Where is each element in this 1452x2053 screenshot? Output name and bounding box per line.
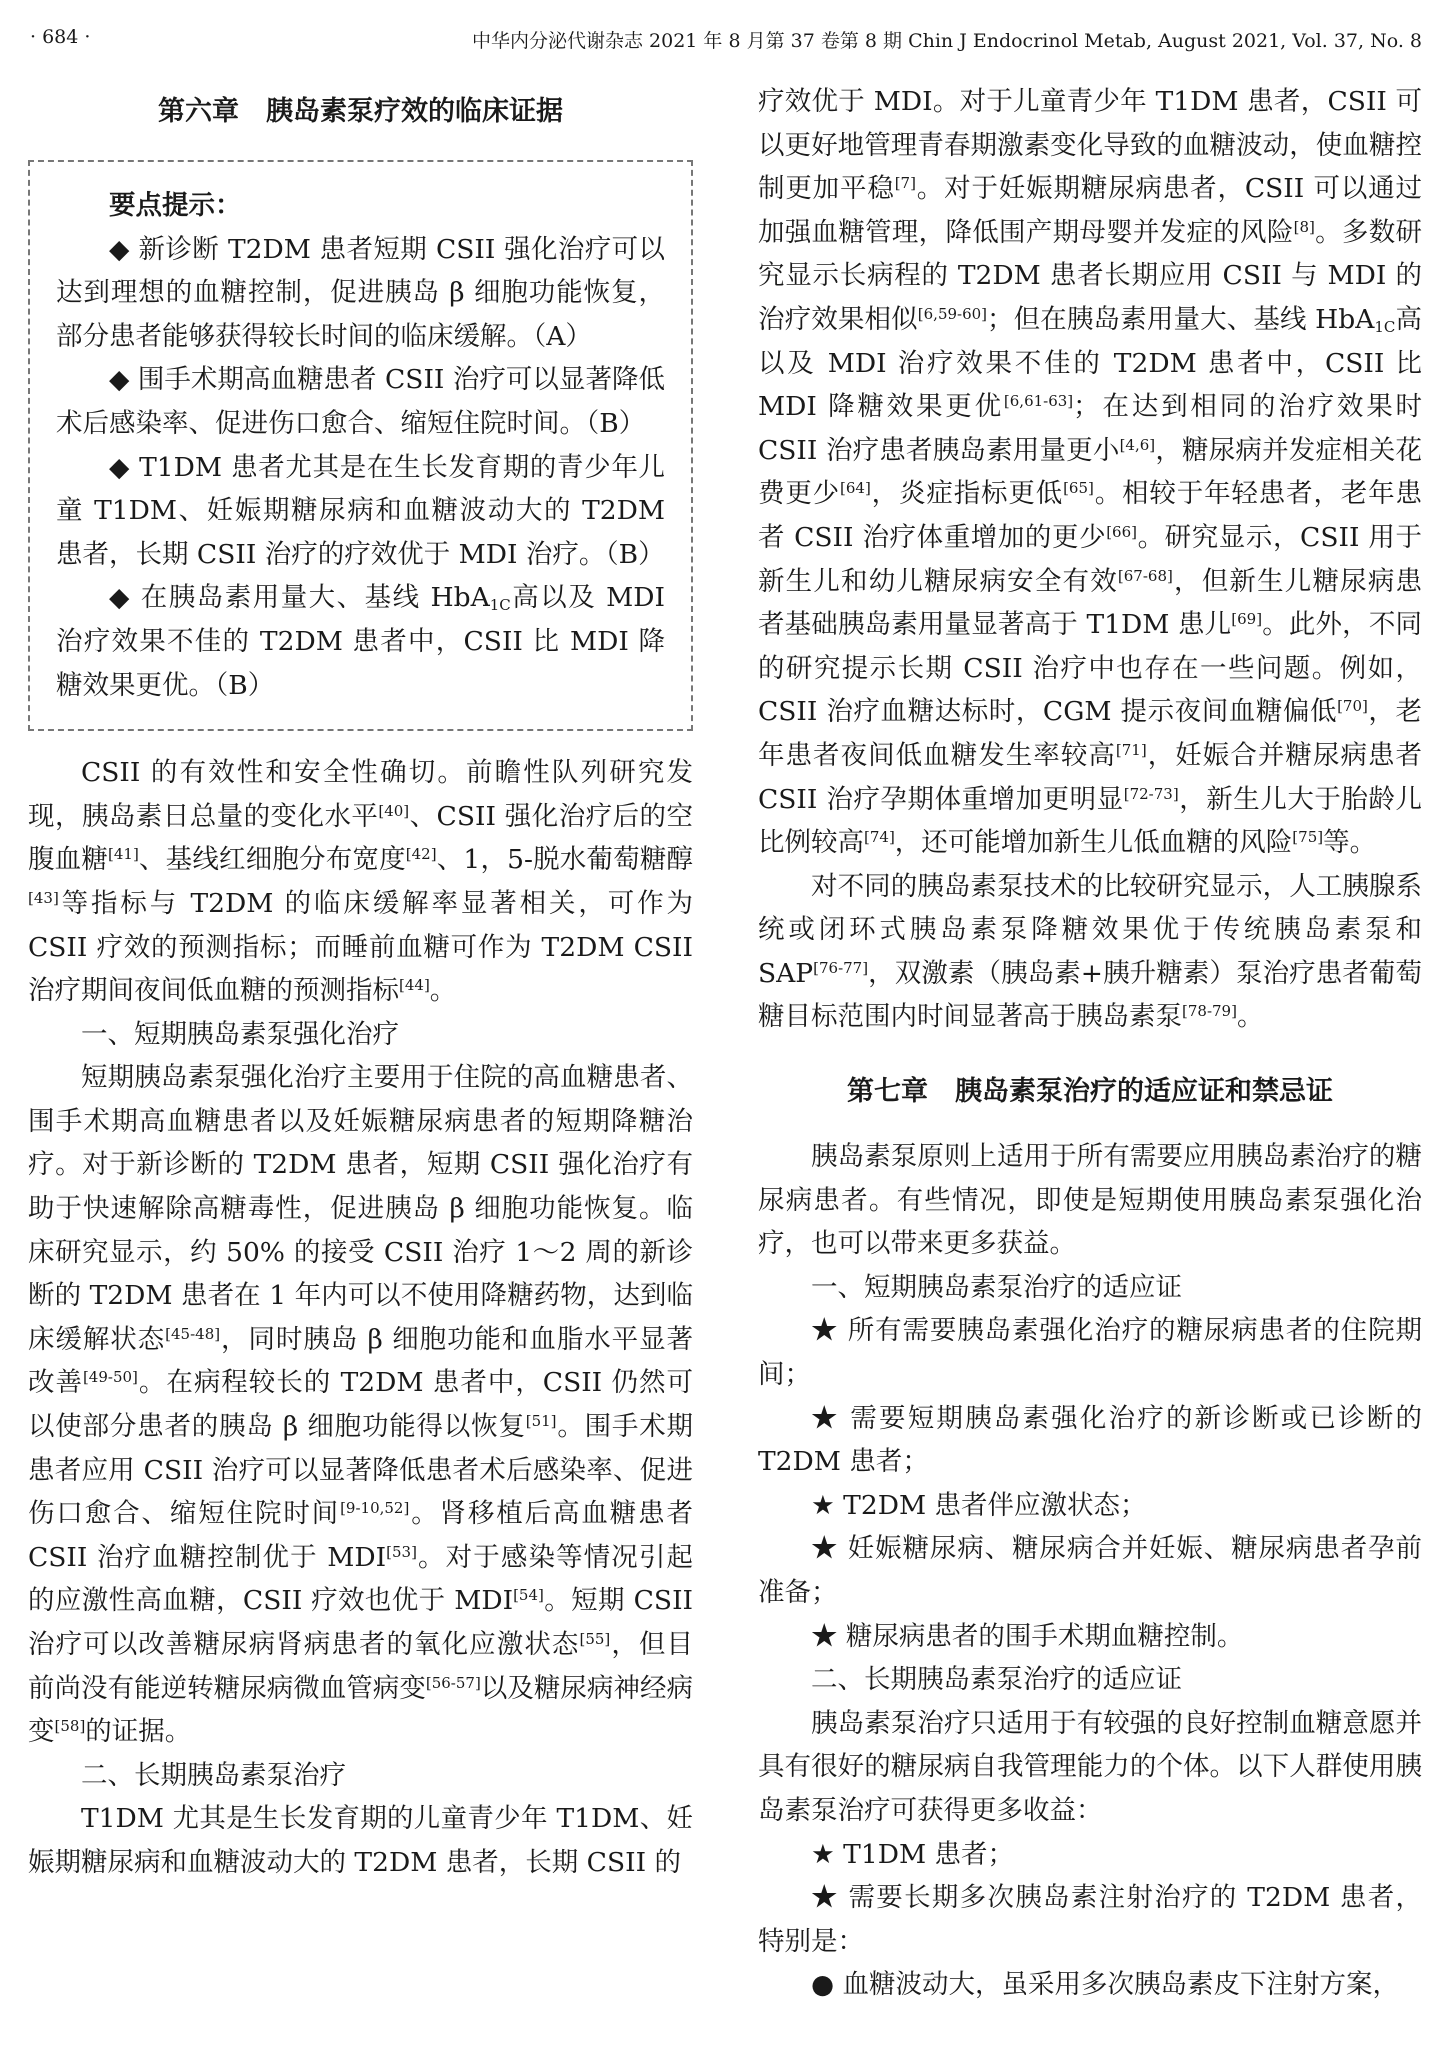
right-column: [758, 80, 1422, 2007]
section-heading-short-term: 一、短期胰岛素泵强化治疗: [81, 1018, 399, 1050]
key-point-4: ◆ 在胰岛素用量大、基线 HbA$_{1C}$高以及 MDI 治疗效果不佳的 T2DM 患者中，CSII 比 MDI 降糖效果更优。（B）: [56, 582, 665, 701]
citation: [44]: [399, 976, 430, 995]
chapter-6-title: 第六章 胰岛素泵疗效的临床证据: [158, 96, 563, 127]
bullet-item: ● 血糖波动大，虽采用多次胰岛素皮下注射方案，: [811, 1969, 1400, 2001]
running-header: [30, 26, 1422, 58]
citation: [69]: [1231, 610, 1263, 629]
citation: [66]: [1106, 522, 1137, 541]
citation: [70]: [1337, 697, 1368, 716]
citation: [64]: [840, 479, 871, 498]
list-item: ★ 需要短期胰岛素强化治疗的新诊断或已诊断的 T2DM 患者；: [758, 1402, 1422, 1478]
list-item: ★ 妊娠糖尿病、糖尿病合并妊娠、糖尿病患者孕前准备；: [758, 1533, 1422, 1608]
citation: [7]: [894, 174, 916, 193]
citation: [4,6]: [1119, 435, 1156, 454]
key-point-2: ◆ 围手术期高血糖患者 CSII 治疗可以显著降低术后感染率、促进伤口愈合、缩短住院时间。（B）: [56, 364, 665, 439]
citation: [54]: [513, 1586, 544, 1605]
citation: [74]: [864, 828, 895, 847]
citation: [9-10,52]: [340, 1499, 410, 1518]
list-item: ★ 糖尿病患者的围手术期血糖控制。: [811, 1620, 1244, 1652]
paragraph-efficacy: CSII 的有效性和安全性确切。前瞻性队列研究发现，胰岛素日总量的变化水平[40]、CSII 强化治疗后的空腹血糖[41]、基线红细胞分布宽度[42]、1，5-脱水葡萄糖醇[43]等指标与 T2DM 的临床缓解率显著相关，可作为 CSII 疗效的预测指标；而睡前血糖可作为 T2DM CSII 治疗期间夜间低血糖的预测指标[44]。: [28, 757, 693, 1007]
citation: [67-68]: [1117, 566, 1173, 585]
citation: [71]: [1115, 740, 1147, 759]
paragraph-pump-comparison: 对不同的胰岛素泵技术的比较研究显示，人工胰腺系统或闭环式胰岛素泵降糖效果优于传统胰岛素泵和 SAP[76-77]，双激素（胰岛素+胰升糖素）泵治疗患者葡萄糖目标范围内时间显著高于胰岛素泵[78-79]。: [758, 870, 1422, 1033]
citation: [49-50]: [82, 1368, 138, 1387]
key-point-1: ◆ 新诊断 T2DM 患者短期 CSII 强化治疗可以达到理想的血糖控制，促进胰岛 β 细胞功能恢复，部分患者能够获得较长时间的临床缓解。（A）: [56, 233, 665, 352]
citation: [45-48]: [165, 1324, 221, 1343]
citation: [76-77]: [813, 958, 869, 977]
citation: [51]: [525, 1412, 557, 1431]
citation: [75]: [1292, 828, 1324, 847]
left-column: [28, 80, 693, 1885]
citation: [40]: [378, 801, 410, 820]
citation: [55]: [579, 1630, 611, 1648]
citation: [8]: [1293, 217, 1315, 236]
citation: [42]: [405, 845, 437, 864]
citation: [43]: [28, 888, 59, 907]
paragraph-short-term: 短期胰岛素泵强化治疗主要用于住院的高血糖患者、围手术期高血糖患者以及妊娠糖尿病患者的短期降糖治疗。对于新诊断的 T2DM 患者，短期 CSII 强化治疗有助于快速解除高糖毒性，促进胰岛 β 细胞功能恢复。临床研究显示，约 50% 的接受 CSII 治疗 1～2 周的新诊断的 T2DM 患者在 1 年内可以不使用降糖药物，达到临床缓解状态[45-48]，同时胰岛 β 细胞功能和血脂水平显著改善[49-50]。在病程较长的 T2DM 患者中，CSII 仍然可以使部分患者的胰岛 β 细胞功能得以恢复[51]。围手术期患者应用 CSII 治疗可以显著降低患者术后感染率、促进伤口愈合、缩短住院时间[9-10,52]。肾移植后高血糖患者 CSII 治疗血糖控制优于 MDI[53]。对于感染等情况引起的应激性高血糖，CSII 疗效也优于 MDI[54]。短期 CSII 治疗可以改善糖尿病肾病患者的氧化应激状态[55]，但目前尚没有能逆转糖尿病微血管病变[56-57]以及糖尿病神经病变[58]的证据。: [28, 1062, 694, 1748]
list-item: ★ T2DM 患者伴应激状态；: [811, 1489, 1147, 1521]
paragraph-long-term-cont: 疗效优于 MDI。对于儿童青少年 T1DM 患者，CSII 可以更好地管理青春期激素变化导致的血糖波动，使血糖控制更加平稳[7]。对于妊娠期糖尿病患者，CSII 可以通过加强血糖管理，降低围产期母婴并发症的风险[8]。多数研究显示长病程的 T2DM 患者长期应用 CSII 与 MDI 的治疗效果相似[6,59-60]；但在胰岛素用量大、基线 HbA$_{1C}$高以及 MDI 治疗效果不佳的 T2DM 患者中，CSII 比 MDI 降糖效果更优[6,61-63]；在达到相同的治疗效果时 CSII 治疗患者胰岛素用量更小[4,6]，糖尿病并发症相关花费更少[64]，炎症指标更低[65]。相较于年轻患者，老年患者 CSII 治疗体重增加的更少[66]。研究显示，CSII 用于新生儿和幼儿糖尿病安全有效[67-68]，但新生儿糖尿病患者基础胰岛素用量显著高于 T1DM 患儿[69]。此外，不同的研究提示长期 CSII 治疗中也存在一些问题。例如，CSII 治疗血糖达标时，CGM 提示夜间血糖偏低[70]，老年患者夜间低血糖发生率较高[71]，妊娠合并糖尿病患者 CSII 治疗孕期体重增加更明显[72-73]，新生儿大于胎龄儿比例较高[74]，还可能增加新生儿低血糖的风险[75]等。: [758, 86, 1423, 859]
list-item: ★ 所有需要胰岛素强化治疗的糖尿病患者的住院期间；: [758, 1315, 1422, 1391]
paragraph-long-term-start: T1DM 尤其是生长发育期的儿童青少年 T1DM、妊娠期糖尿病和血糖波动大的 T2DM 患者，长期 CSII 的: [28, 1803, 693, 1878]
section-heading-short-indications: 一、短期胰岛素泵治疗的适应证: [811, 1271, 1182, 1303]
citation: [6,61-63]: [1003, 392, 1074, 411]
paragraph-long-indications: 胰岛素泵治疗只适用于有较强的良好控制血糖意愿并具有很好的糖尿病自我管理能力的个体。以下人群使用胰岛素泵治疗可获得更多收益：: [758, 1707, 1422, 1826]
key-points-title: 要点提示：: [109, 190, 242, 221]
key-points-box: [28, 160, 693, 731]
citation: [56-57]: [425, 1673, 481, 1692]
page-number: · 684 ·: [30, 26, 91, 48]
citation: [6,59-60]: [917, 304, 988, 323]
section-heading-long-term: 二、长期胰岛素泵治疗: [81, 1759, 346, 1791]
chapter-7-title: 第七章 胰岛素泵治疗的适应证和禁忌证: [847, 1076, 1333, 1108]
section-heading-long-indications: 二、长期胰岛素泵治疗的适应证: [811, 1664, 1182, 1696]
citation: [53]: [386, 1542, 417, 1561]
citation: [72-73]: [1123, 784, 1179, 803]
list-item: ★ T1DM 患者；: [811, 1838, 1015, 1870]
citation: [58]: [54, 1717, 86, 1736]
citation: [41]: [108, 845, 139, 864]
citation: [78-79]: [1182, 1002, 1237, 1021]
journal-citation: 中华内分泌代谢杂志 2021 年 8 月第 37 卷第 8 期 Chin J Endocrinol Metab, August 2021, Vol. 37, No. 8: [472, 30, 1422, 52]
key-point-3: ◆ T1DM 患者尤其是在生长发育期的青少年儿童 T1DM、妊娠期糖尿病和血糖波动大的 T2DM 患者，长期 CSII 治疗的疗效优于 MDI 治疗。（B）: [56, 451, 665, 570]
paragraph-indications-intro: 胰岛素泵原则上适用于所有需要应用胰岛素治疗的糖尿病患者。有些情况，即使是短期使用胰岛素泵强化治疗，也可以带来更多获益。: [758, 1141, 1422, 1260]
list-item: ★ 需要长期多次胰岛素注射治疗的 T2DM 患者，特别是：: [758, 1882, 1422, 1957]
citation: [65]: [1063, 479, 1094, 498]
